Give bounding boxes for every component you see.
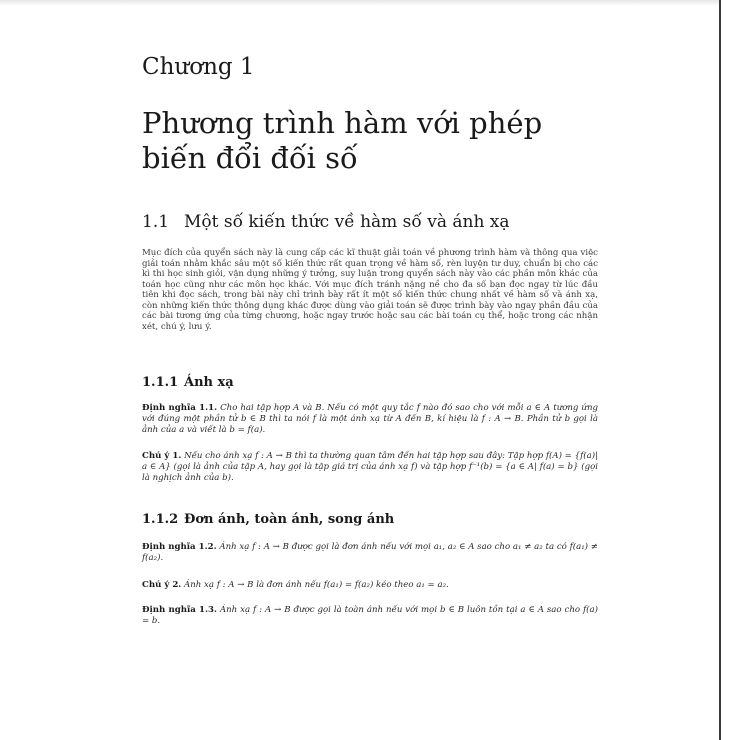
subsection-number: 1.1.2: [142, 512, 179, 527]
section-number: 1.1: [142, 212, 170, 232]
definition-label: Định nghĩa 1.2.: [142, 542, 217, 552]
subsection-number: 1.1.1: [142, 375, 179, 390]
chapter-label: Chương 1: [142, 54, 255, 80]
note-text: Nếu cho ánh xạ f : A → B thì ta thường quan tâm đến hai tập hợp sau đây: Tập hợp f(A) = {f(a)| a ∈ A} (gọi là ảnh của tập A, hay gọi là tập giá trị của ánh xạ f) và tập hợp f⁻¹(b) = {a ∈ A| f(a) = b} (gọi là nghịch ảnh của b).: [142, 451, 598, 483]
note-1: [142, 451, 598, 484]
definition-1-3: [142, 605, 598, 627]
note-label: Chú ý 1.: [142, 451, 182, 461]
section-intro-paragraph: Mục đích của quyển sách này là cung cấp các kĩ thuật giải toán về phương trình hàm và thông qua việc giải toán nhằm khắc sâu một số kiến thức rất quan trọng về hàm số, rèn luyện tư duy, chuẩn bị cho các kì thi học sinh giỏi, vận dụng những ý tưởng, suy luận trong quyển sách này vào các phần môn khác của toán học cũng như các môn học khác. Với mục đích tránh nặng nề cho đa số bạn đọc ngay từ lúc đầu tiên khi đọc sách, trong bài này chỉ trình bày rất ít một số kiến thức chung nhất về hàm số và ánh xạ, còn những kiến thức thông dụng khác được dùng vào giải toán sẽ được trình bày vào ngay phần đầu của các bài tương ứng của từng chương, hoặc ngay trước hoặc sau các bài toán cụ thể, hoặc trong các nhận xét, chú ý, lưu ý.: [142, 248, 598, 332]
definition-label: Định nghĩa 1.3.: [142, 605, 217, 615]
chapter-title-line-1: Phương trình hàm với phép: [142, 106, 543, 140]
subsection-title: Đơn ánh, toàn ánh, song ánh: [184, 512, 395, 527]
subsection-heading-2: [142, 512, 394, 527]
section-title: Một số kiến thức về hàm số và ánh xạ: [184, 212, 510, 232]
definition-text: Ánh xạ f : A → B được gọi là toàn ánh nếu với mọi b ∈ B luôn tồn tại a ∈ A sao cho f(a) = b.: [142, 605, 598, 626]
definition-text: Cho hai tập hợp A và B. Nếu có một quy tắc f nào đó sao cho với mỗi a ∈ A tương ứng với đúng một phần tử b ∈ B thì ta nói f là một ánh xạ từ A đến B, kí hiệu là f : A → B. Phần tử b gọi là ảnh của a và viết là b = f(a).: [142, 403, 599, 435]
subsection-heading-1: [142, 375, 234, 390]
section-heading: [142, 212, 510, 232]
definition-1-1: [142, 403, 598, 436]
note-text: Ánh xạ f : A → B là đơn ánh nếu f(a₁) = f(a₂) kéo theo a₁ = a₂.: [184, 580, 449, 590]
definition-text: Ánh xạ f : A → B được gọi là đơn ánh nếu với mọi a₁, a₂ ∈ A sao cho a₁ ≠ a₂ ta có f(a₁) ≠ f(a₂).: [142, 542, 598, 563]
chapter-title: [142, 106, 572, 176]
definition-label: Định nghĩa 1.1.: [142, 403, 218, 413]
top-shadow: [0, 0, 719, 6]
subsection-title: Ánh xạ: [184, 375, 234, 390]
chapter-title-line-2: biến đổi đối số: [142, 141, 358, 175]
definition-1-2: [142, 542, 598, 564]
note-2: [142, 580, 598, 591]
page-edge-line: [719, 0, 721, 740]
note-label: Chú ý 2.: [142, 580, 182, 590]
